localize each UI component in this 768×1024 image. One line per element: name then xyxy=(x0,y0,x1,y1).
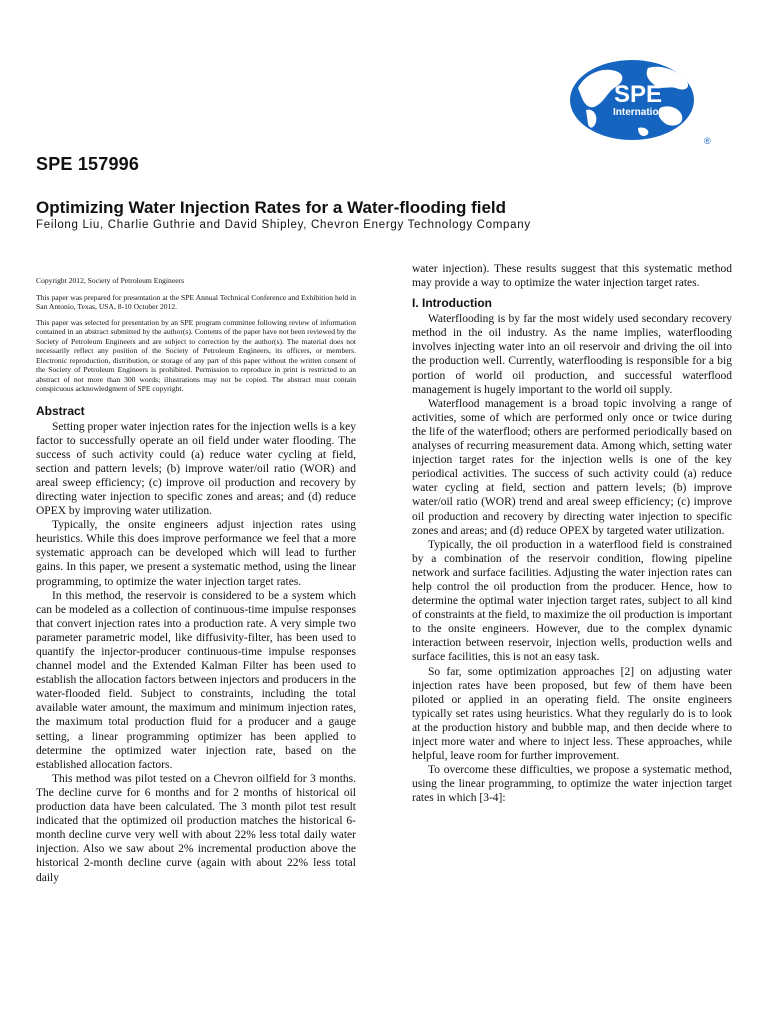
abstract-continuation: water injection). These results suggest that this systematic method may provide a way to optimize the water injection target rates. xyxy=(412,263,732,290)
right-column xyxy=(412,262,732,805)
abstract-paragraph: In this method, the reservoir is considered to be a system which can be modeled as a collection of continuous-time impulse responses that convert injection rates into a production rate. A very simple two parameter parametric model, like diffusivity-filter, has been used to quantify the injector-producer continuous-time impulse responses channel model and the Extended Kalman Filter has been used to establish the allocation factors between injectors and producers in the water-flooded field. Subject to constraints, including the total available water amount, the maximum and minimum injection rates, the maximum total production fluid for a producer and a gauge setting, a linear programming optimizer has been applied to determine the optimized water injection rate, based on the established allocation factors. xyxy=(36,589,356,771)
review-disclaimer: This paper was selected for presentation by an SPE program committee following review of information contained in an abstract submitted by the author(s). Contents of the paper have not been reviewed by the Society of Petroleum Engineers and are subject to correction by the author(s). The material does not necessarily reflect any position of the Society of Petroleum Engineers, its officers, or members. Electronic reproduction, distribution, or storage of any part of this paper without the written consent of the Society of Petroleum Engineers is prohibited. Permission to reproduce in print is restricted to an abstract of not more than 300 words; illustrations may not be copied. The abstract must contain conspicuous acknowledgment of SPE copyright. xyxy=(36,317,356,393)
left-column xyxy=(36,276,356,885)
abstract-paragraph: Setting proper water injection rates for the injection wells is a key factor to successfully operate an oil field under water flooding. The success of such activity could (a) reduce water cycling at field, section and pattern levels; (b) improve water/oil ratio (WOR) and areal sweep efficiency; (c) improve oil production and recovery by directing water injection to specific zones and areas; and (d) reduce OPEX by improving water utilization. xyxy=(36,420,356,518)
abstract-heading: Abstract xyxy=(36,403,85,418)
copyright-notice: Copyright 2012, Society of Petroleum Engineers xyxy=(36,276,185,285)
introduction-paragraph: Waterflooding is by far the most widely used secondary recovery method in the oil industry. As the name implies, waterflooding involves injecting water into an oil reservoir and driving the oil into the production well. Currently, waterflooding is responsible for a big portion of world oil production, and successful waterflood management is hugely important to the world oil supply. xyxy=(412,313,732,396)
presentation-notice: This paper was prepared for presentation at the SPE Annual Technical Conference and Exhibition held in San Antonio, Texas, USA, 8-10 October 2012. xyxy=(36,292,356,311)
introduction-heading: I. Introduction xyxy=(412,296,492,311)
spe-logo-text: SPE xyxy=(614,81,663,108)
introduction-paragraph: Waterflood management is a broad topic involving a range of activities, some of which are performed only once or twice during the life of the waterflood; others are performed periodically based on analyses of recurring measurement data. Among which, setting water injection target rates for the injection wells is one of the key periodical activities. The success of such activity could (a) reduce water cycling at field, section and pattern levels; (b) improve water/oil ratio (WOR) trend and areal sweep efficiency; (c) improve oil production and recovery by directing water injection to specific zones and areas; and (d) reduce OPEX by targeted water utilization. xyxy=(412,397,732,537)
paper-id: SPE 157996 xyxy=(36,154,140,174)
paper-title: Optimizing Water Injection Rates for a Water-flooding field xyxy=(36,198,507,217)
introduction-paragraph: Typically, the oil production in a waterflood field is constrained by a combination of the reservoir condition, flowing pipeline network and surface facilities. Adjusting the water injection rates can help control the oil production from the producer. Hence, how to determine the optimal water injection target rates, subject to all kind of constraints at the field, to maximize the oil production is important to the onsite engineers. However, due to the complex dynamic interaction between reservoir, injection wells, production wells and surface facilities, this is not an easy task. xyxy=(412,538,733,664)
introduction-paragraph: To overcome these difficulties, we propose a systematic method, using the linear programming, to optimize the water injection target rates in which [3-4]: xyxy=(412,764,732,805)
abstract-paragraph: Typically, the onsite engineers adjust injection rates using heuristics. While this does improve performance we feel that a more systematic approach can be developed which will lead to further gains. In this paper, we present a systematic method, using the linear programming, to optimize the water injection target rates. xyxy=(36,519,356,588)
abstract-paragraph: This method was pilot tested on a Chevron oilfield for 3 months. The decline curve for 6 months and for 2 months of historical oil production data have been calculated. The 3 month pilot test result indicated that the optimized oil production matches the historical 6-month decline curve very well with about 22% less total daily water injection. Also we saw about 2% incremental production above the historical 2-month decline curve (again with about 22% less total daily xyxy=(36,772,356,884)
paper-authors: Feilong Liu, Charlie Guthrie and David Shipley, Chevron Energy Technology Company xyxy=(36,219,531,231)
registered-mark: ® xyxy=(704,136,711,146)
introduction-paragraph: So far, some optimization approaches [2] on adjusting water injection rates have been proposed, but few of them have been piloted or applied in an operating field. The onsite engineers typically set rates using heuristics. What they regularly do is to look at the production history and bubble map, and then decide where to inject more water and where to inject less. These approaches, while helpful, leave room for further improvement. xyxy=(412,665,732,763)
spe-international-logo xyxy=(556,58,728,150)
spe-logo-subtitle: International xyxy=(613,107,674,118)
